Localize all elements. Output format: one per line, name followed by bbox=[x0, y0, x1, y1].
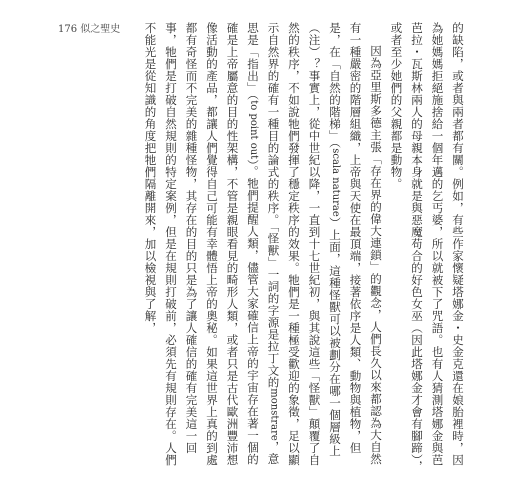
text-segment: ）。牠們提醒人類，儘管大家確信上帝的宇宙存在著一個的確是上帝屬意的目的性架構，不管是親眼看見的畸形人類，或者只是古代歐洲豐沛想像活動的產品，都讓人們覺得自己可能有幸體悟上帝的奧秘。如果這世界上真的到處都有奇怪而不完美的雜種怪物，其存在的目的只是為了讓人確信的確有完美這一回事，牠們是打破自然規則的特定案例，但是在規則打破前，必須先有規則存在。人們不能光是從知識的角度把牠們隔離開來，加以檢視與了解， bbox=[143, 22, 260, 466]
latin-term: scala naturae bbox=[330, 148, 341, 217]
page-number: 176 bbox=[58, 24, 78, 35]
latin-term: monstrare bbox=[268, 388, 280, 441]
text-segment: 因為亞里斯多德主張「存在界的偉大連鎖」的觀念，人們長久以來都認為大自然有一種嚴密的階層組織，上帝與天使在最頂端，接著依序是人類、動物與植物，但是，在「自然的階梯」（ bbox=[328, 22, 383, 465]
text-segment: 的缺陷，或者與兩者都有關。例如，有些作家懷疑塔娜金・史金克還在娘胎裡時，因為她媽媽拒絕施捨給一個年邁的乞丐婆，所以就被下了咒語。也有人猜測塔娜金與芭芭拉・瓦斯林兩人的母親本身就是與惡魔苟合的好色女巫（因此塔娜金才會有腳蹄），或者至少她們的父親都是動物。 bbox=[389, 22, 465, 473]
paragraph-2 bbox=[140, 22, 386, 474]
text-segment: ，意思是「指出」（ bbox=[246, 22, 281, 465]
paragraph-1 bbox=[386, 22, 468, 474]
body-text bbox=[48, 22, 468, 474]
text-segment: ）上面，這種怪獸可以被劃分在哪一個層級上（注）？事實上，從中世紀以降，一直到十七世紀初，與其說這些「怪獸」顛覆了自然的秩序，不如說牠們發揮了穩定秩序的效果。牠們是一種極受歡迎的象徵，足以顯示自然界的確有一種目的論式的秩序。「怪獸」一詞的字源是拉丁文的 bbox=[266, 22, 342, 466]
latin-term: to point out bbox=[248, 100, 259, 160]
book-title: 似之聖史 bbox=[80, 24, 121, 35]
